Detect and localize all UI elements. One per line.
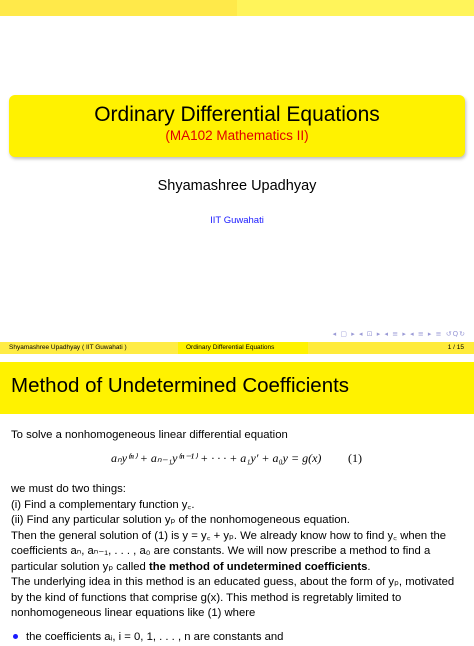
footer-page-number: 1 / 15 [447,344,464,351]
body-line: coefficients aₙ, aₙ₋₁, . . . , a₀ are constants. We will now prescribe a method to find a [11,545,431,557]
content-slide [0,354,474,643]
body-line: we must do two things: [11,483,126,495]
body-lines [11,482,467,622]
body-line: Then the general solution of (1) is y = y꜀ + yₚ. We already know how to find y꜀ when the [11,529,447,542]
body-line: (ii) Find any particular solution yₚ of the nonhomogeneous equation. [11,514,350,526]
bullet-dot-icon [13,634,18,639]
bullet-text: the coefficients aᵢ, i = 0, 1, . . . , n are constants and [26,631,284,643]
slide-title: Ordinary Differential Equations [94,103,380,126]
slide-footer [0,342,474,354]
equation-number: (1) [348,451,362,465]
slide-heading: Method of Undetermined Coefficients [11,374,350,397]
institute-name: IIT Guwahati [210,215,264,226]
intro-text: To solve a nonhomogeneous linear differential equation [11,429,288,441]
equation-expression: aₙy⁽ⁿ⁾ + aₙ₋₁y⁽ⁿ⁻¹⁾ + · · · + a₁y′ + a₀y = g(x) [111,451,322,465]
footer-title: Ordinary Differential Equations [186,344,275,351]
slide-subtitle: (MA102 Mathematics II) [165,128,309,143]
beamer-navigation-icons[interactable]: ◂ ▢ ▸ ◂ ⊡ ▸ ◂ ≡ ▸ ◂ ≡ ▸ ≡ ↺Q↻ [332,330,466,338]
bold-phrase: the method of undetermined coefficients [148,560,368,573]
slide-body [11,428,467,643]
top-bar [0,0,474,16]
body-line: nonhomogeneous linear equations like (1) where [11,607,256,619]
body-line: The underlying idea in this method is an educated guess, about the form of yₚ, motivated [11,576,455,588]
footer-author: Shyamashree Upadhyay ( IIT Guwahati ) [9,344,127,351]
bullet-item [13,630,283,646]
body-line: by the kind of functions that comprise g(x). This method is regretably limited to [11,591,402,604]
body-line-with-bold: particular solution yₚ called the method of undetermined coefficients. [11,560,371,573]
author-name: Shyamashree Upadhyay [157,178,317,194]
body-line: (i) Find a complementary function y꜀. [11,498,195,511]
